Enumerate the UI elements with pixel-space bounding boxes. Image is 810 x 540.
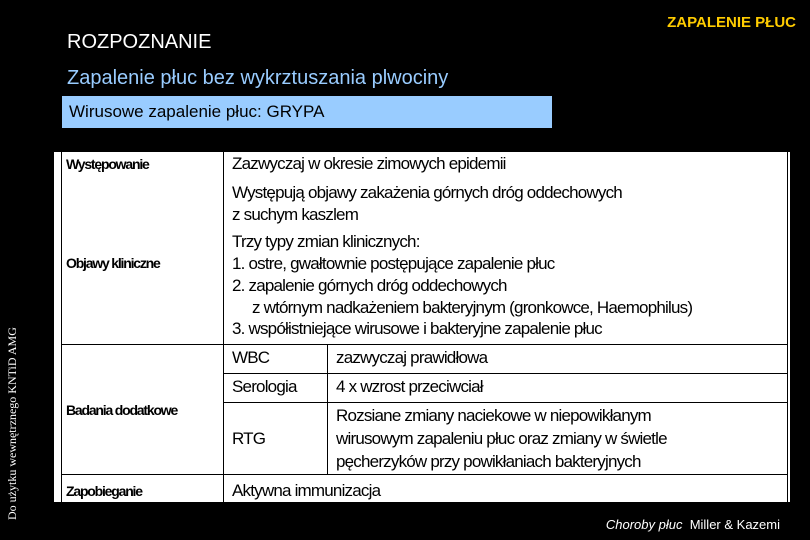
prevention-text: Aktywna immunizacja [232, 481, 381, 500]
symptoms-line: Występują objawy zakażenia górnych dróg oddechowych [232, 183, 622, 202]
table-divider [223, 152, 224, 502]
rtg-line: wirusowym zapaleniu płuc oraz zmiany w świetle [336, 429, 667, 448]
side-note: Do użytku wewnętrznego KNTiD AMG [5, 327, 19, 520]
symptoms-label: Objawy kliniczne [66, 255, 160, 271]
symptoms-line: Trzy typy zmian klinicznych: [232, 232, 420, 251]
source-title: Choroby płuc [605, 517, 683, 532]
table-divider [327, 344, 328, 474]
slide-category: ZAPALENIE PŁUC [667, 14, 796, 31]
info-table [54, 152, 790, 502]
table-divider [61, 344, 788, 345]
wbc-label: WBC [232, 348, 270, 367]
occurrence-label: Występowanie [66, 156, 149, 172]
symptoms-line: 1. ostre, gwałtownie postępujące zapalenie płuc [232, 254, 555, 273]
table-divider [61, 152, 62, 502]
table-divider [223, 402, 788, 403]
tests-label: Badania dodatkowe [66, 402, 178, 418]
wbc-text: zazwyczaj prawidłowa [336, 348, 488, 367]
symptoms-line: z wtórnym nadkażeniem bakteryjnym (gronkowce, Haemophilus) [252, 298, 693, 317]
occurrence-text: Zazwyczaj w okresie zimowych epidemii [232, 154, 506, 173]
table-divider [787, 152, 788, 502]
table-divider [61, 474, 788, 475]
topic-banner: Wirusowe zapalenie płuc: GRYPA [62, 96, 552, 128]
section-title: ROZPOZNANIE [67, 31, 212, 53]
serology-text: 4 x wzrost przeciwciał [336, 377, 483, 396]
rtg-line: pęcherzyków przy powikłaniach bakteryjnych [336, 452, 641, 471]
symptoms-line: z suchym kaszlem [232, 205, 359, 224]
table-divider [223, 373, 788, 374]
symptoms-line: 2. zapalenie górnych dróg oddechowych [232, 276, 507, 295]
rtg-line: Rozsiane zmiany naciekowe w niepowikłanym [336, 406, 651, 425]
rtg-label: RTG [232, 429, 266, 448]
serology-label: Serologia [232, 377, 297, 396]
source-authors: Miller & Kazemi [689, 517, 780, 532]
source-citation [606, 517, 780, 532]
slide-subtitle: Zapalenie płuc bez wykrztuszania plwociny [67, 67, 449, 89]
symptoms-line: 3. współistniejące wirusowe i bakteryjne zapalenie płuc [232, 319, 602, 338]
prevention-label: Zapobieganie [66, 483, 142, 499]
